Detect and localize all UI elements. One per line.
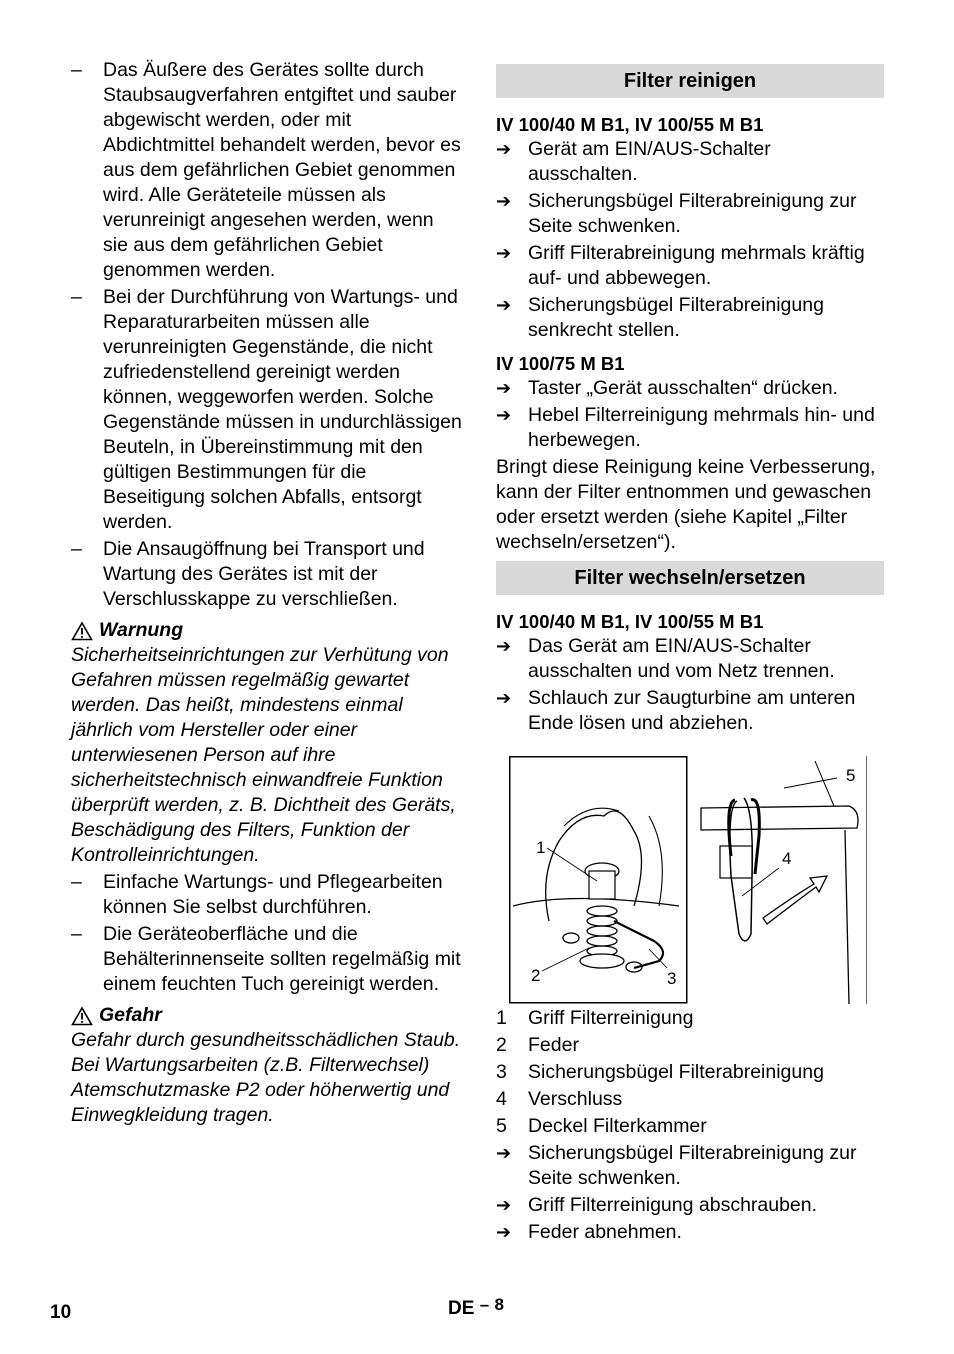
dash-bullet: – [71,59,82,81]
list-item [71,285,463,535]
arrow-icon: ➔ [496,295,512,315]
step-item [496,293,884,343]
warning-heading [71,618,463,643]
arrow-icon: ➔ [496,1195,512,1215]
arrow-icon: ➔ [496,1222,512,1242]
arrow-icon: ➔ [496,243,512,263]
model-subheading: IV 100/40 M B1, IV 100/55 M B1 [496,114,764,135]
step-text: Griff Filterreinigung abschrauben. [528,1194,818,1216]
list-item [71,58,463,283]
legend-item [496,1087,884,1112]
legend-item [496,1033,884,1058]
arrow-icon: ➔ [496,139,512,159]
arrow-icon: ➔ [496,378,512,398]
step-item [496,189,884,239]
list-item-text: Einfache Wartungs- und Pflegearbeiten können Sie selbst durchführen. [103,871,443,918]
step-text: Hebel Filterreinigung mehrmals hin- und herbewegen. [528,404,875,451]
legend-number: 1 [496,1007,507,1029]
step-text: Taster „Gerät ausschalten“ drücken. [528,377,838,399]
step-item [496,1193,884,1218]
arrow-icon: ➔ [496,191,512,211]
danger-heading [71,1003,463,1028]
step-text: Sicherungsbügel Filterabreinigung zur Seite schwenken. [528,1142,857,1189]
arrow-icon: ➔ [496,688,512,708]
step-text: Griff Filterabreinigung mehrmals kräftig auf- und abbewegen. [528,242,865,289]
step-text: Das Gerät am EIN/AUS-Schalter ausschalten und vom Netz trennen. [528,635,835,682]
step-item [496,686,884,736]
step-text: Sicherungsbügel Filterabreinigung zur Seite schwenken. [528,190,857,237]
list-item-text: Die Ansaugöffnung bei Transport und Wartung des Gerätes ist mit der Verschlusskappe zu verschließen. [103,538,425,610]
arrow-icon: ➔ [496,636,512,656]
dash-bullet: – [71,286,82,308]
section-heading-filter-wechseln: Filter wechseln/ersetzen [496,561,884,595]
warning-triangle-icon [71,621,93,641]
model-subheading: IV 100/75 M B1 [496,353,625,374]
list-item-text: Das Äußere des Gerätes sollte durch Staubsaugverfahren entgiftet und sauber abgewischt werden, oder mit Abdichtmittel behandelt werden, bevor es aus dem gefährlichen Gebiet genommen wird. Alle Geräteteile müssen als verunreinigt angesehen werden, wenn sie aus dem gefährlichen Gebiet genommen werden. [103,59,461,281]
step-text: Schlauch zur Saugturbine am unteren Ende lösen und abziehen. [528,687,856,734]
list-item [71,922,463,997]
step-item [496,241,884,291]
legend-number: 4 [496,1088,507,1110]
legend-text: Verschluss [528,1088,623,1110]
figure-label-3: 3 [667,969,677,988]
step-item [496,376,884,401]
list-item [71,537,463,612]
legend-number: 2 [496,1034,507,1056]
warning-title: Warnung [99,619,184,641]
figure-legend [496,1006,884,1139]
footer-dash: – [479,1295,490,1314]
list-item-text: Die Geräteoberfläche und die Behälterinnenseite sollten regelmäßig mit einem feuchten Tuch gereinigt werden. [103,923,461,995]
legend-item [496,1006,884,1031]
danger-text: Gefahr durch gesundheitsschädlichen Staub. Bei Wartungsarbeiten (z.B. Filterwechsel) Atemschutzmaske P2 oder höherwertig und Einwegkleidung tragen. [71,1029,461,1126]
legend-number: 3 [496,1061,507,1083]
step-item [496,1220,884,1245]
page-footer-language [448,1296,504,1321]
right-column [496,64,884,1247]
legend-item [496,1060,884,1085]
list-item [71,870,463,920]
section-heading-filter-reinigen: Filter reinigen [496,64,884,98]
language-code: DE [448,1298,475,1319]
figure-label-2: 2 [531,966,541,985]
step-item [496,403,884,453]
warning-triangle-icon [71,1006,93,1026]
dash-bullet: – [71,538,82,560]
step-item [496,1141,884,1191]
legend-text: Feder [528,1034,579,1056]
step-item [496,634,884,684]
figure-label-5: 5 [846,766,856,785]
legend-number: 5 [496,1115,507,1137]
figure-label-1: 1 [536,838,546,857]
danger-title: Gefahr [99,1004,162,1026]
dash-bullet: – [71,923,82,945]
warning-text: Sicherheitseinrichtungen zur Verhütung von Gefahren müssen regelmäßig gewartet werden. Das heißt, mindestens einmal jährlich vom Hersteller oder einer unterwiesenen Person auf ihre sicherheitstechnisch einwandfreie Funktion überprüft werden, z. B. Dichtheit des Geräts, Beschädigung des Filters, Funktion der Kontrolleinrichtungen. [71,644,456,866]
legend-text: Deckel Filterkammer [528,1115,707,1137]
left-column [71,58,463,1128]
list-item-text: Bei der Durchführung von Wartungs- und Reparaturarbeiten müssen alle verunreinigten Gegenstände, die nicht zufriedenstellend gereinigt werden können, weggeworfen werden. Solche Gegenstände müssen in undurchlässigen Beuteln, in Übereinstimmung mit den gültigen Bestimmungen für die Beseitigung solchen Abfalls, entsorgt werden. [103,286,462,533]
figure-label-4: 4 [782,849,792,868]
arrow-icon: ➔ [496,1143,512,1163]
legend-text: Sicherungsbügel Filterabreinigung [528,1061,824,1083]
legend-text: Griff Filterreinigung [528,1007,694,1029]
note-paragraph: Bringt diese Reinigung keine Verbesserung, kann der Filter entnommen und gewaschen oder ersetzt werden (siehe Kapitel „Filter wechseln/ersetzen“). [496,456,876,553]
page-number: 10 [50,1302,72,1323]
model-subheading: IV 100/40 M B1, IV 100/55 M B1 [496,611,764,632]
step-text: Gerät am EIN/AUS-Schalter ausschalten. [528,138,771,185]
sub-page-number: 8 [494,1295,504,1314]
legend-item [496,1114,884,1139]
step-text: Sicherungsbügel Filterabreinigung senkrecht stellen. [528,294,824,341]
step-item [496,137,884,187]
dash-bullet: – [71,871,82,893]
arrow-icon: ➔ [496,405,512,425]
step-text: Feder abnehmen. [528,1221,682,1243]
filter-illustration-svg [509,756,867,1004]
filter-illustration [509,756,867,1004]
